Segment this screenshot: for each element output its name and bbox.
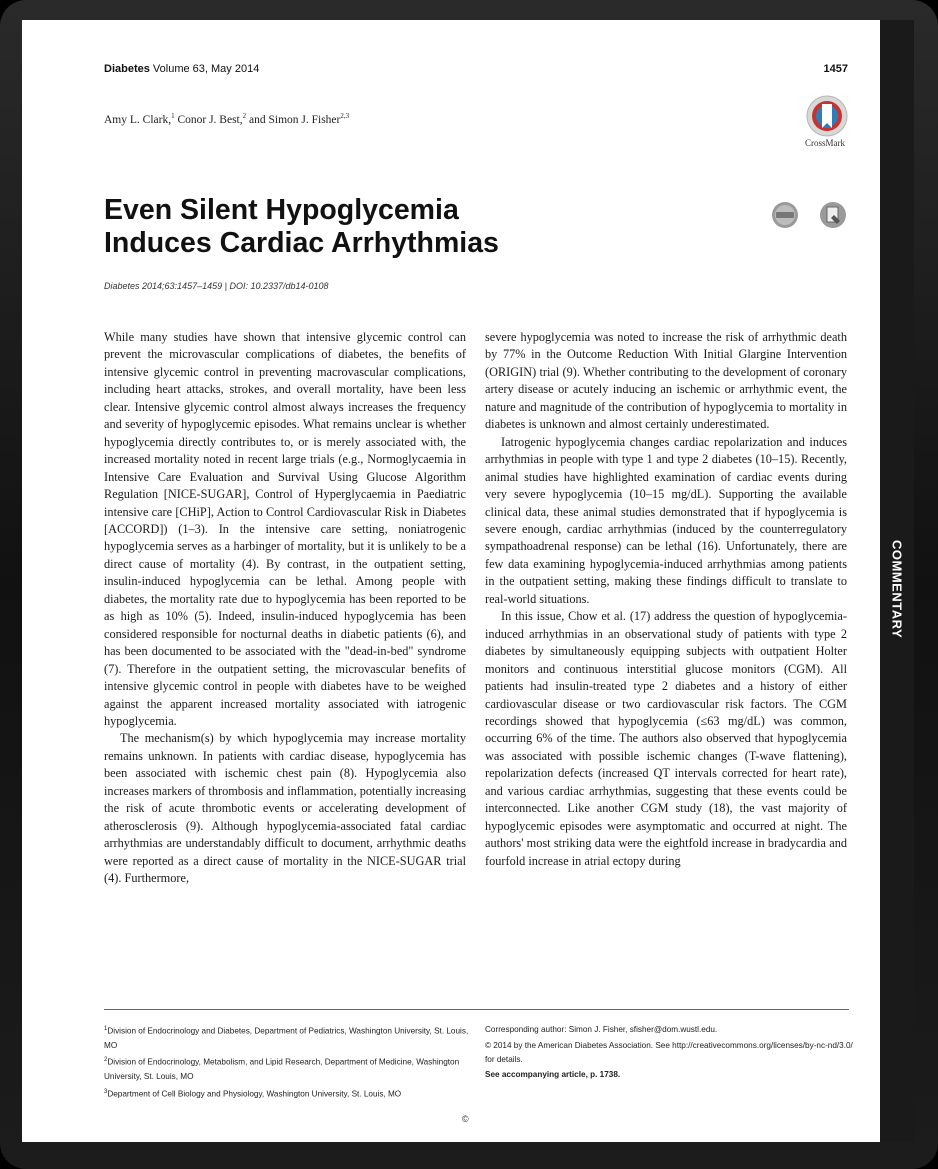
copyright-notice: © 2014 by the American Diabetes Association. See http://creativecommons.org/licenses/by-nc-nd/3.0/ for details. [485,1040,853,1064]
free-badge-icon[interactable] [770,200,800,230]
crossmark-label: CrossMark [805,138,845,148]
body-column-right [485,329,847,870]
author-affiliation-mark: 2 [242,112,247,120]
document-badge-icon[interactable] [818,200,848,230]
journal-header [104,63,259,75]
journal-name: Diabetes [104,63,150,75]
affiliation-mark: 2 [104,1057,108,1064]
document-page [22,20,880,1142]
affiliation-text: Division of Endocrinology and Diabetes, Department of Pediatrics, Washington University, St. Louis, MO [104,1026,469,1050]
body-column-left [104,329,466,888]
affiliation-text: Division of Endocrinology, Metabolism, and Lipid Research, Department of Medicine, Washington University, St. Louis, MO [104,1058,460,1081]
affiliations [104,1023,474,1103]
affiliation [104,1054,474,1083]
corresponding-author: Corresponding author: Simon J. Fisher, sfisher@dom.wustl.edu. [485,1025,718,1034]
affiliation-mark: 1 [104,1026,108,1032]
footnote-divider [104,1009,849,1010]
body-paragraph: Iatrogenic hypoglycemia changes cardiac repolarization and induces arrhythmias in people with type 1 and type 2 diabetes (10–15). Recently, animal studies have highlighted examination of cardiac events during very severe hypoglycemia (10–15 mg/dL). Supporting the available clinical data, these animal studies demonstrated that if hypoglycemia is severe enough, cardiac arrhythmias (induced by the counterregulatory sympathoadrenal response) can be lethal (16). Unfortunately, there are few data examining hypoglycemia-induced arrhythmias among patients in the outpatient setting, making these findings difficult to translate to real-world situations. [485,434,847,606]
affiliation-mark: 3 [104,1088,108,1095]
author-name: Simon J. Fisher [268,113,341,126]
copyright-symbol: © [462,1114,469,1124]
volume-info: Volume 63, May 2014 [152,63,260,75]
citation-line: Diabetes 2014;63:1457–1459 | DOI: 10.2337/db14-0108 [104,281,329,291]
accompanying-article-link[interactable]: See accompanying article, p. 1738. [485,1070,621,1080]
commentary-tab-label: COMMENTARY [889,540,905,639]
body-paragraph: In this issue, Chow et al. (17) address the question of hypoglycemia-induced arrhythmias in an observational study of patients with type 2 diabetes by simultaneously equipping subjects with outpatient Holter monitors and continuous interstitial glucose monitors (CGM). All patients had insulin-treated type 2 diabetes and a history of either cardiovascular disease or two cardiovascular risk factors. The CGM recordings showed that hypoglycemia (≤63 mg/dL) was common, occurring 6% of the time. The authors also observed that hypoglycemia was associated with possible ischemic changes (T-wave flattening), repolarization defects (increased QT intervals corrected for heart rate), and various cardiac arrhythmias, suggesting that these events could be interconnected. Like another CGM study (18), the vast majority of hypoglycemic episodes were asymptomatic and occurred at night. The authors' most striking data were the eightfold increase in bradycardia and fourfold increase in atrial ectopy during [485,609,847,868]
author-conjunction: and [249,113,266,126]
body-paragraph: While many studies have shown that intensive glycemic control can prevent the microvascular complications of diabetes, the benefits of intensive glycemic control in preventing macrovascular complications, including heart attacks, strokes, and overall mortality, have been less clear. Intensive glycemic control almost always increases the frequency and severity of hypoglycemic episodes. What remains unclear is whether hypoglycemia directly contributes to, or is merely associated with, the increased mortality noted in recent large trials (e.g., Normoglycaemia in Intensive Care Evaluation and Survival Using Glucose Algorithm Regulation [NICE-SUGAR], Control of Hyperglycaemia in Paediatric intensive care [CHiP], Action to Control Cardiovascular Risk in Diabetes [ACCORD]) (1–3). In the intensive care setting, noniatrogenic hypoglycemia serves as a harbinger of mortality, but it is unlikely to be a direct cause of mortality (4). By contrast, in the outpatient setting, insulin-induced hypoglycemia can be lethal. Among people with diabetes, the mortality rate due to hypoglycemia has been reported to be as high as 10% (5). Indeed, insulin-induced hypoglycemia has been considered responsible for nocturnal deaths in diabetic patients (6), and has been documented to be associated with the "dead-in-bed" syndrome (7). Therefore in the outpatient setting, the microvascular benefits of intensive glycemic control in people with diabetes have to be weighed against the apparent increased mortality associated with iatrogenic hypoglycemia. [104,330,466,728]
body-paragraph: severe hypoglycemia was noted to increase the risk of arrhythmic death by 77% in the Outcome Reduction With Initial Glargine Intervention (ORIGIN) trial (9). Whether contributing to the development of coronary artery disease or acutely inducing an ischemic or arrhythmic event, the nature and magnitude of the contribution of hypoglycemia to mortality in diabetes is unknown and almost certainly underestimated. [485,330,847,432]
body-paragraph: The mechanism(s) by which hypoglycemia may increase mortality remains unknown. In patients with cardiac disease, hypoglycemia has been associated with ischemic chest pain (8). Hypoglycemia also increases markers of thrombosis and inflammation, potentially increasing the risk of acute thrombotic events or accelerating development of atherosclerosis (9). Although hypoglycemia-associated fatal cardiac arrhythmias are understandably difficult to document, arrhythmic deaths were reported as a direct cause of mortality in the NICE-SUGAR trial (4). Furthermore, [104,731,466,886]
affiliation [104,1086,474,1102]
author-name: Conor J. Best, [177,113,243,126]
author-name: Amy L. Clark, [104,113,172,126]
title-line: Induces Cardiac Arrhythmias [104,227,499,259]
author-affiliation-mark: 2,3 [340,112,350,120]
commentary-tab[interactable] [880,20,914,1142]
correspondence-notes [485,1023,855,1084]
author-affiliation-mark: 1 [171,112,175,120]
author-list [104,112,349,126]
affiliation-text: Department of Cell Biology and Physiology, Washington University, St. Louis, MO [107,1089,402,1099]
article-title [104,194,499,260]
page-number: 1457 [823,63,848,75]
affiliation [104,1023,474,1052]
title-line: Even Silent Hypoglycemia [104,194,459,226]
